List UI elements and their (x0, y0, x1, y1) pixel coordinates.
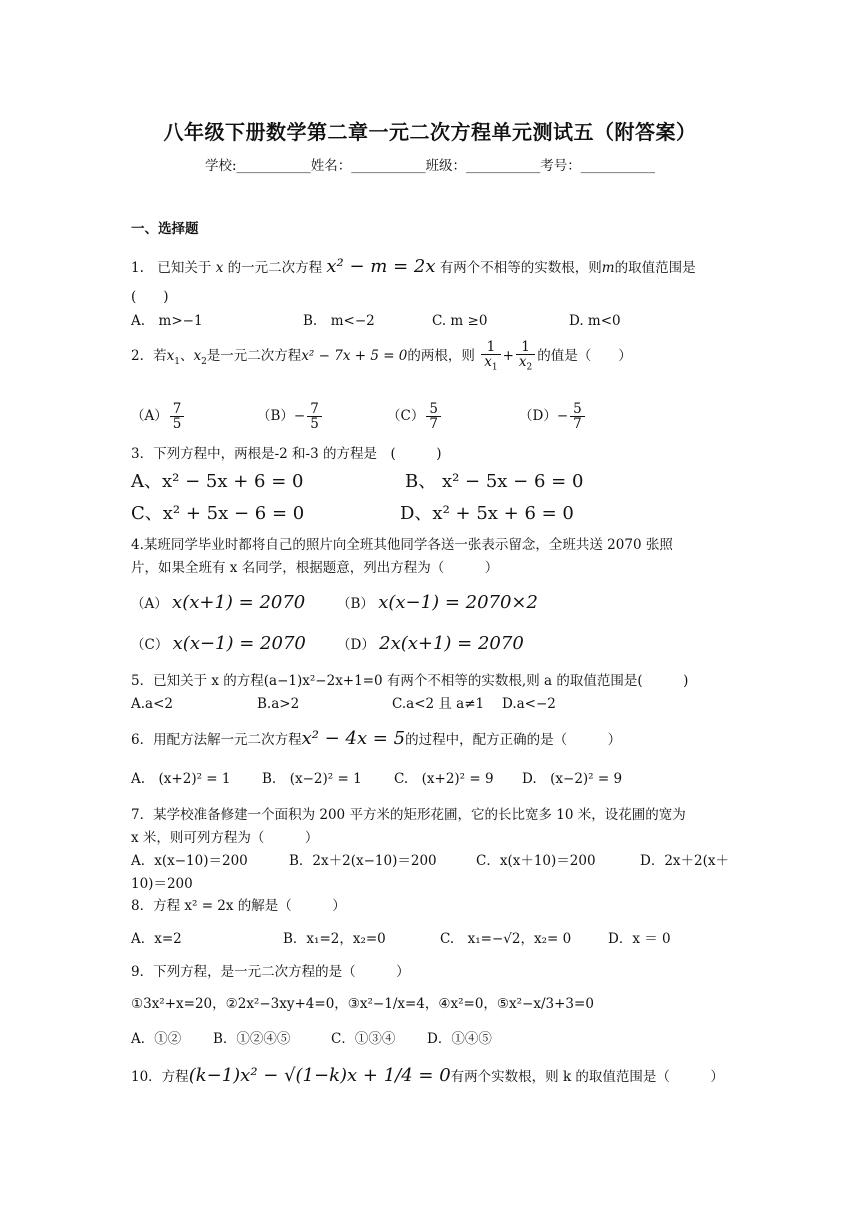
q2-option-c (387, 402, 443, 431)
q4-equation: x(x−1) = 2070×2 (378, 592, 538, 613)
q2-text: 的值是（ ） (537, 348, 632, 365)
q1-text: 有两个不相等的实数根，则 (439, 260, 602, 276)
q2-fraction (307, 402, 322, 431)
q2-fraction (516, 340, 535, 373)
q2-frac-num: 1 (516, 340, 535, 355)
q3-option-c: C、x² + 5x − 6 = 0 (131, 503, 305, 524)
question-2 (131, 340, 632, 373)
q6-option-b: B. (x−2)² = 1 (262, 771, 362, 787)
q2-equation: x² − 7x + 5 = 0 (301, 348, 408, 365)
q10-text: 有两个实数根，则 k 的取值范围是（ ） (450, 1069, 724, 1085)
q4-label: （B） (337, 596, 374, 612)
q2-var: x (518, 354, 527, 371)
q7-option-a: A．x(x−10)＝200 (131, 853, 248, 869)
q4-option-a (131, 592, 305, 615)
q2-var: x (484, 354, 492, 371)
q2-option-b (257, 402, 324, 431)
q4-label: （D） (337, 637, 375, 653)
q3-option-a: A、x² − 5x + 6 = 0 (131, 471, 304, 492)
q2-frac-num: 5 (426, 402, 441, 417)
q2-text: 、 (179, 348, 194, 365)
q2-fraction (481, 340, 500, 373)
q4-equation: 2x(x+1) = 2070 (379, 633, 524, 654)
q4-equation: x(x+1) = 2070 (172, 592, 306, 613)
q2-sub: 2 (526, 362, 533, 373)
q2-label: （D） (519, 408, 557, 425)
q4-label: （A） (131, 596, 168, 612)
q2-frac-num: 1 (481, 340, 500, 355)
q1-text: 的取值范围是 (614, 260, 696, 276)
q2-fraction (570, 402, 585, 431)
q9-items: ①3x²+x=20，②2x²−3xy+4=0，③x²−1/x=4，④x²=0，⑤x²−x/3+3=0 (131, 996, 594, 1012)
q1-paren: ( ) (131, 289, 169, 305)
q5-option-c: C.a<2 且 a≠1 (392, 696, 485, 712)
q7-option-d-continued: 10)＝200 (131, 876, 193, 892)
question-7-line-1: 7．某学校准备修建一个面积为 200 平方米的矩形花圃，它的长比宽多 10 米，设花圃的宽为 (131, 807, 686, 823)
question-6 (131, 728, 621, 751)
q6-text: 6．用配方法解一元二次方程 (131, 732, 302, 748)
q2-option-a (131, 402, 186, 431)
question-8: 8．方程 x² = 2x 的解是（ ） (131, 898, 346, 914)
q2-fraction (170, 402, 185, 431)
q2-frac-den (516, 355, 535, 373)
q2-sub: 1 (491, 362, 498, 373)
q2-text: 是一元二次方程 (206, 348, 302, 365)
q1-equation: x² − m = 2x (326, 256, 436, 277)
section-heading: 一、选择题 (131, 221, 199, 237)
q3-option-b: B、 x² − 5x − 6 = 0 (405, 471, 584, 492)
q2-label: （C） (387, 408, 425, 425)
q2-plus: + (502, 348, 514, 365)
q2-option-d (519, 402, 587, 431)
q7-option-d: D．2x＋2(x＋ (640, 853, 729, 869)
q6-option-d: D. (x−2)² = 9 (522, 771, 623, 787)
q1-var-x: x (215, 260, 224, 276)
question-1 (131, 256, 696, 279)
q2-label: （B） (257, 408, 294, 425)
page-title: 八年级下册数学第二章一元二次方程单元测试五（附答案） (163, 120, 697, 144)
q2-frac-num: 5 (570, 402, 585, 417)
q2-frac-num: 7 (170, 402, 185, 417)
question-10 (131, 1065, 724, 1088)
q5-option-d: D.a<−2 (502, 696, 556, 712)
question-5: 5．已知关于 x 的方程(a−1)x²−2x+1=0 有两个不相等的实数根,则 a 的取值范围是( ) (131, 673, 689, 689)
q3-option-d: D、x² + 5x + 6 = 0 (400, 503, 574, 524)
q10-equation: (k−1)x² − √(1−k)x + 1/4 = 0 (188, 1065, 451, 1086)
q4-option-d (337, 633, 524, 656)
q2-text: 2．若 (131, 348, 167, 365)
q2-frac-den: 5 (310, 416, 319, 433)
q4-option-c (131, 633, 306, 656)
q4-label: （C） (131, 637, 169, 653)
q9-option-a: A．①② (131, 1031, 182, 1047)
question-7-line-2: x 米，则可列方程为（ ） (131, 830, 319, 846)
question-4-line-2: 片，如果全班有 x 名同学，根据题意，列出方程为（ ） (131, 560, 499, 576)
q2-minus: − (293, 408, 306, 425)
q2-fraction (426, 402, 441, 431)
q4-option-b (337, 592, 538, 615)
q1-option-b: B. m<−2 (303, 313, 375, 329)
q6-option-a: A. (x+2)² = 1 (131, 771, 231, 787)
q2-sub: 2 (201, 356, 207, 367)
q1-text: 1. 已知关于 (131, 260, 212, 276)
q2-var: x (166, 348, 175, 365)
q10-text: 10．方程 (131, 1069, 189, 1085)
question-3: 3．下列方程中，两根是-2 和-3 的方程是 ( ) (131, 446, 442, 462)
student-info-line: 学校:___________姓名：___________班级：___________考号：___________ (204, 158, 656, 174)
question-9: 9．下列方程，是一元二次方程的是（ ） (131, 964, 410, 980)
q1-text: 的一元二次方程 (227, 260, 323, 276)
q7-option-c: C．x(x＋10)＝200 (476, 853, 596, 869)
q5-option-b: B.a>2 (257, 696, 300, 712)
q6-equation: x² − 4x = 5 (301, 728, 406, 749)
q2-frac-num: 7 (307, 402, 322, 417)
question-4-line-1: 4.某班同学毕业时都将自己的照片向全班其他同学各送一张表示留念，全班共送 2070 张照 (131, 537, 673, 553)
q2-frac-den (481, 355, 500, 373)
q6-text: 的过程中，配方正确的是（ ） (405, 732, 622, 748)
q4-equation: x(x−1) = 2070 (172, 633, 306, 654)
q2-minus: − (556, 408, 569, 425)
q2-frac-den: 5 (172, 416, 182, 433)
q7-option-b: B．2x＋2(x−10)＝200 (289, 853, 437, 869)
q1-option-d: D. m<0 (569, 313, 621, 329)
q2-frac-den: 7 (429, 416, 438, 433)
q1-option-a: A. m>−1 (131, 313, 203, 329)
q2-sub: 1 (174, 356, 180, 367)
q8-option-a: A．x=2 (131, 931, 182, 947)
q2-var: x (193, 348, 202, 365)
q9-option-d: D．①④⑤ (427, 1031, 492, 1047)
q2-label: （A） (131, 408, 168, 425)
q1-var-m: m (601, 260, 615, 276)
q9-option-c: C．①③④ (331, 1031, 396, 1047)
q8-option-b: B．x₁=2，x₂=0 (283, 931, 386, 947)
q1-option-c: C. m ≥0 (432, 313, 488, 329)
q2-text: 的两根，则 (407, 348, 475, 365)
q6-option-c: C. (x+2)² = 9 (394, 771, 494, 787)
q8-option-d: D．x ＝ 0 (608, 931, 671, 947)
q8-option-c: C. x₁=−√2，x₂= 0 (440, 931, 572, 947)
q2-frac-den: 7 (573, 416, 582, 433)
q5-option-a: A.a<2 (131, 696, 173, 712)
q9-option-b: B．①②④⑤ (213, 1031, 291, 1047)
